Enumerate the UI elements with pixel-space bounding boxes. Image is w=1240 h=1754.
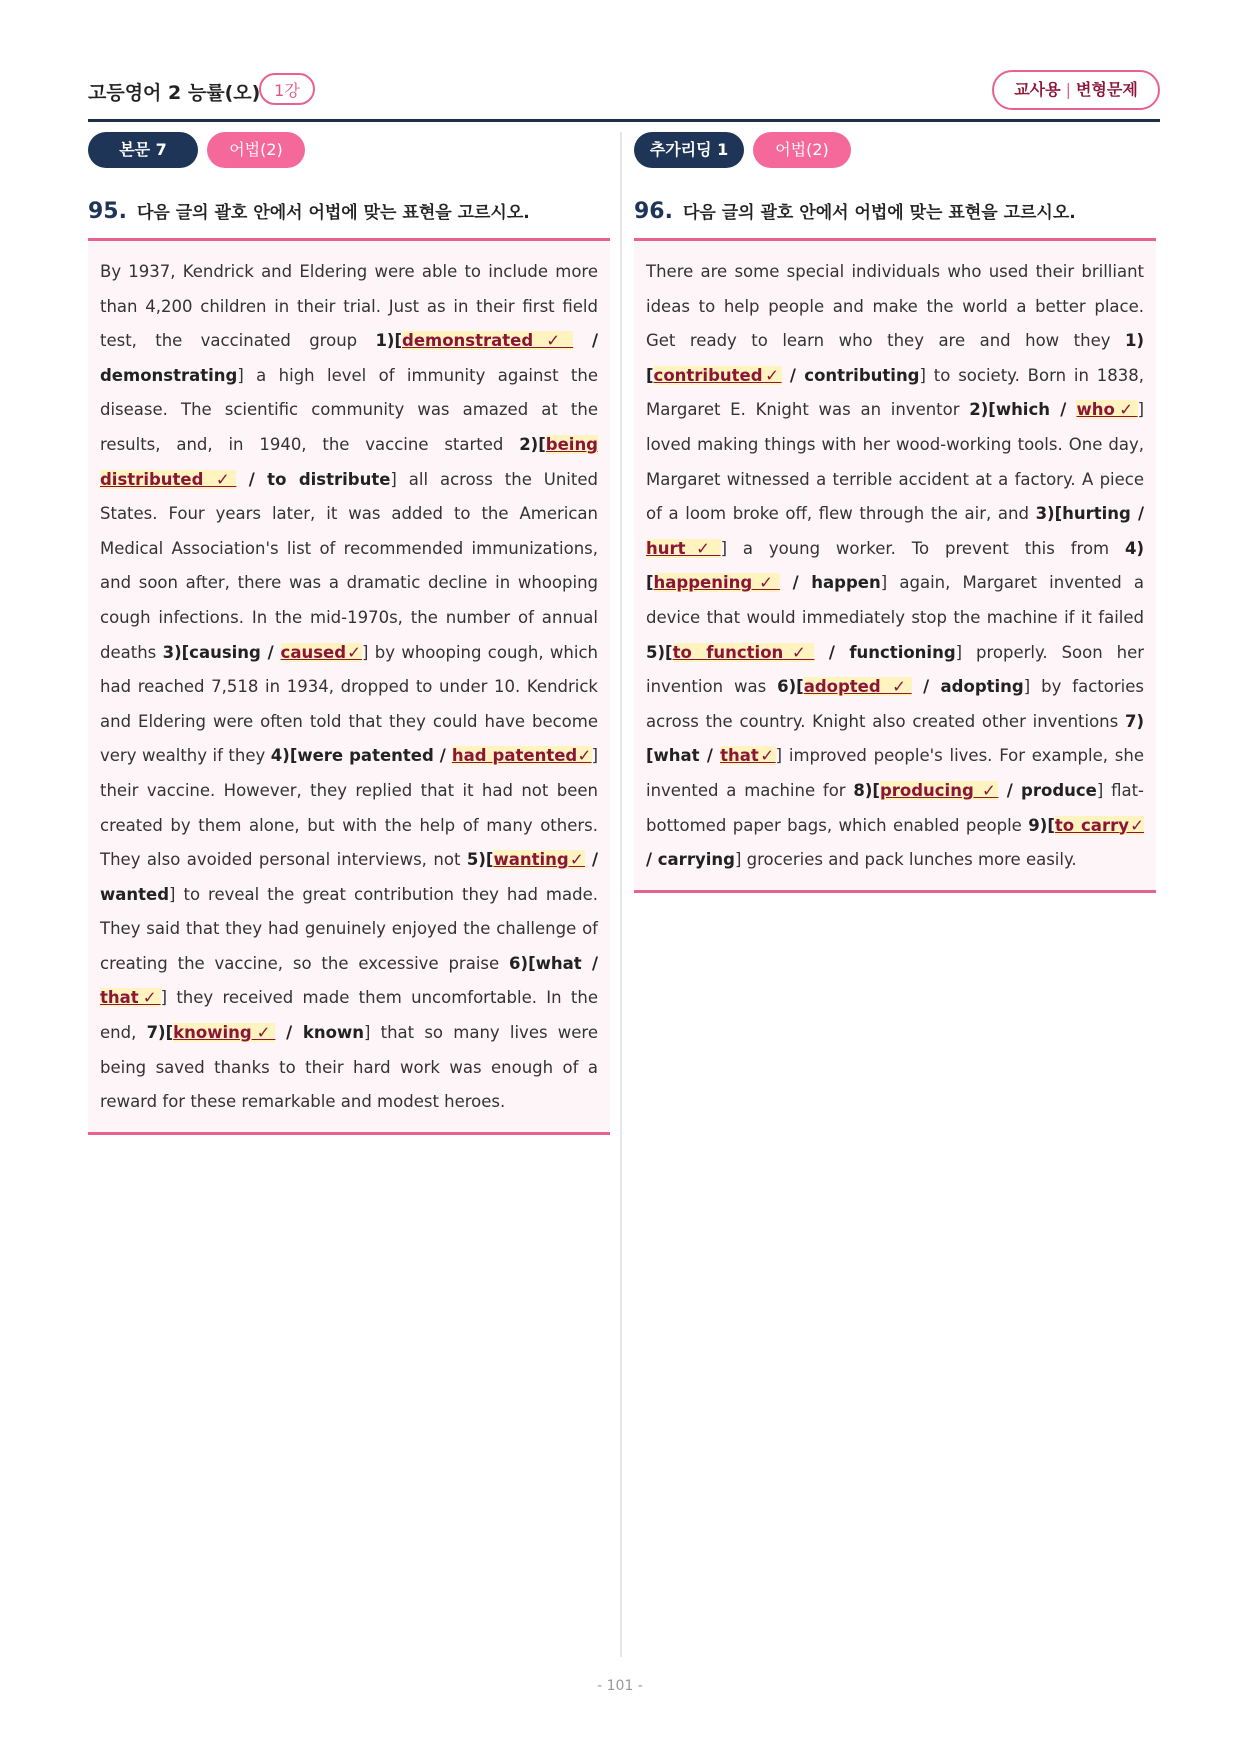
bracket-text: [ [165, 1023, 174, 1043]
wrong-option: [which / [988, 400, 1077, 420]
text-segment: ] to reveal the great contribution they had made. They said that they had genuinely enjoyed the challenge of creating the vaccine, so the excessive praise [100, 884, 598, 973]
bracket-text: [ [485, 850, 494, 870]
correct-answer: knowing✓ [173, 1023, 276, 1043]
tag-separator: | [1065, 80, 1071, 99]
correct-answer: that✓ [720, 746, 776, 766]
correct-answer: to carry✓ [1054, 815, 1144, 835]
text-segment: ] a young worker. To prevent this from [720, 538, 1125, 558]
wrong-option: [causing / [181, 642, 281, 662]
category-badge: 어법(2) [207, 132, 305, 168]
text-segment: There are some special individuals who used their brilliant ideas to help people and make the world a better place. Get ready to learn who they are and how they [646, 262, 1144, 351]
correct-answer: demonstrated✓ [402, 331, 574, 351]
correct-answer: that✓ [100, 988, 161, 1008]
question-prompt: 다음 글의 괄호 안에서 어법에 맞는 표현을 고르시오. [682, 203, 1076, 223]
bracket-text: [ [796, 677, 804, 697]
section-badge: 본문 7 [88, 132, 198, 168]
bracket-text: [ [394, 331, 403, 351]
question-number: 95. [88, 199, 127, 224]
tag-teacher: 교사용 [1014, 80, 1061, 99]
wrong-option: [were patented / [289, 746, 452, 766]
blank-number: 5) [646, 642, 666, 662]
wrong-option: / produce [998, 780, 1097, 800]
blank-number: 6) [777, 677, 797, 697]
page-header [88, 70, 1160, 116]
correct-answer: producing ✓ [879, 780, 999, 800]
text-segment: ] that so many lives were being saved thanks to their hard work was enough of a reward for these remarkable and modest heroes. [100, 1023, 599, 1112]
passage-box [88, 238, 610, 1135]
text-segment: ] their vaccine. However, they replied that it had not been created by them alone, but with the help of many others. They also avoided personal interviews, not [100, 746, 598, 870]
text-segment: ] groceries and pack lunches more easily. [734, 850, 1077, 870]
wrong-option: / adopting [911, 677, 1024, 697]
bracket-text: [ [538, 434, 546, 454]
wrong-option: / known [275, 1023, 364, 1043]
question-title [634, 198, 1156, 228]
wrong-option: [what / [528, 953, 599, 973]
text-segment: ] all across the United States. Four years later, it was added to the American Medical Association's list of recommended immunizations, and soon after, there was a dramatic decline in whooping cough infections. In the mid-1970s, the number of annual deaths [100, 469, 598, 662]
blank-number: 9) [1028, 815, 1048, 835]
blank-number: 1) [375, 331, 395, 351]
bracket-text: [ [665, 642, 673, 662]
correct-answer: contributed✓ [653, 365, 782, 385]
blank-number: 5) [466, 850, 486, 870]
wrong-option: / demonstrating [100, 331, 598, 385]
teacher-tag [992, 70, 1160, 110]
right-section-pills [634, 132, 1156, 170]
correct-answer: had patented✓ [451, 746, 592, 766]
book-title: 고등영어 2 능률(오) [88, 82, 261, 104]
correct-answer: caused✓ [280, 642, 363, 662]
wrong-option: [hurting / [1054, 504, 1145, 524]
bracket-text: [ [646, 573, 654, 593]
text-segment: ] to society. Born in 1838, Margaret E. Knight was an inventor [646, 365, 1144, 420]
blank-number: 3) [1035, 504, 1055, 524]
text-segment: ] a high level of immunity against the disease. The scientific community was amazed at the results, and, in 1940, the vaccine started [100, 365, 598, 454]
left-column [88, 132, 610, 1135]
blank-number: 7) [1124, 711, 1144, 731]
blank-number: 4) [270, 746, 290, 766]
text-segment: ] flat-bottomed paper bags, which enabled people [646, 780, 1145, 835]
blank-number: 7) [146, 1023, 166, 1043]
right-column [634, 132, 1156, 893]
wrong-option: / carrying [646, 850, 735, 870]
blank-number: 8) [853, 780, 873, 800]
bracket-text: [ [872, 780, 880, 800]
wrong-option: [what / [646, 746, 721, 766]
blank-number: 6) [509, 953, 529, 973]
correct-answer: who✓ [1076, 400, 1138, 420]
wrong-option: / functioning [814, 642, 956, 662]
category-badge: 어법(2) [753, 132, 851, 168]
page-number: - 101 - [597, 1678, 643, 1694]
question-title [88, 198, 610, 228]
tag-variant: 변형문제 [1075, 80, 1138, 99]
wrong-option: / wanted [100, 850, 598, 904]
bracket-text: [ [1047, 815, 1055, 835]
lesson-badge: 1강 [259, 73, 315, 105]
bracket-text: [ [646, 365, 654, 385]
blank-number: 2) [519, 434, 539, 454]
wrong-option: / happen [779, 573, 881, 593]
question-number: 96. [634, 199, 673, 224]
correct-answer: happening✓ [653, 573, 780, 593]
wrong-option: / to distribute [236, 469, 391, 489]
text-segment: ] by factories across the country. Knight also created other inventions [646, 677, 1144, 731]
text-segment: ] by whooping cough, which had reached 7,518 in 1934, dropped to under 10. Kendrick and Eldering were often told that they could have become very wealthy if they [100, 642, 599, 766]
text-segment: ] loved making things with her wood-working tools. One day, Margaret witnessed a terrible accident at a factory. A piece of a loom broke off, flew through the air, and [646, 400, 1145, 524]
correct-answer: hurt✓ [646, 538, 721, 558]
blank-number: 4) [1124, 538, 1144, 558]
blank-number: 3) [162, 642, 182, 662]
correct-answer: to function✓ [672, 642, 815, 662]
section-badge: 추가리딩 1 [634, 132, 744, 168]
correct-answer: being distributed ✓ [100, 434, 598, 489]
correct-answer: wanting✓ [493, 850, 585, 870]
question-prompt: 다음 글의 괄호 안에서 어법에 맞는 표현을 고르시오. [136, 203, 530, 223]
blank-number: 2) [969, 400, 989, 420]
text-segment: ] properly. Soon her invention was [646, 642, 1145, 697]
text-segment: ] improved people's lives. For example, she invented a machine for [646, 746, 1144, 800]
header-rule [88, 119, 1160, 122]
wrong-option: / contributing [781, 365, 920, 385]
passage-box [634, 238, 1156, 893]
blank-number: 1) [1124, 331, 1144, 351]
text-segment: By 1937, Kendrick and Eldering were able to include more than 4,200 children in their trial. Just as in their first field test, the vaccinated group [100, 262, 598, 351]
left-section-pills [88, 132, 610, 170]
passage-text [646, 255, 1144, 878]
column-divider [620, 132, 622, 1657]
text-segment: ] again, Margaret invented a device that would immediately stop the machine if it failed [646, 573, 1144, 627]
correct-answer: adopted ✓ [803, 677, 912, 697]
text-segment: ] they received made them uncomfortable. In the end, [100, 988, 598, 1043]
passage-text [100, 255, 598, 1120]
